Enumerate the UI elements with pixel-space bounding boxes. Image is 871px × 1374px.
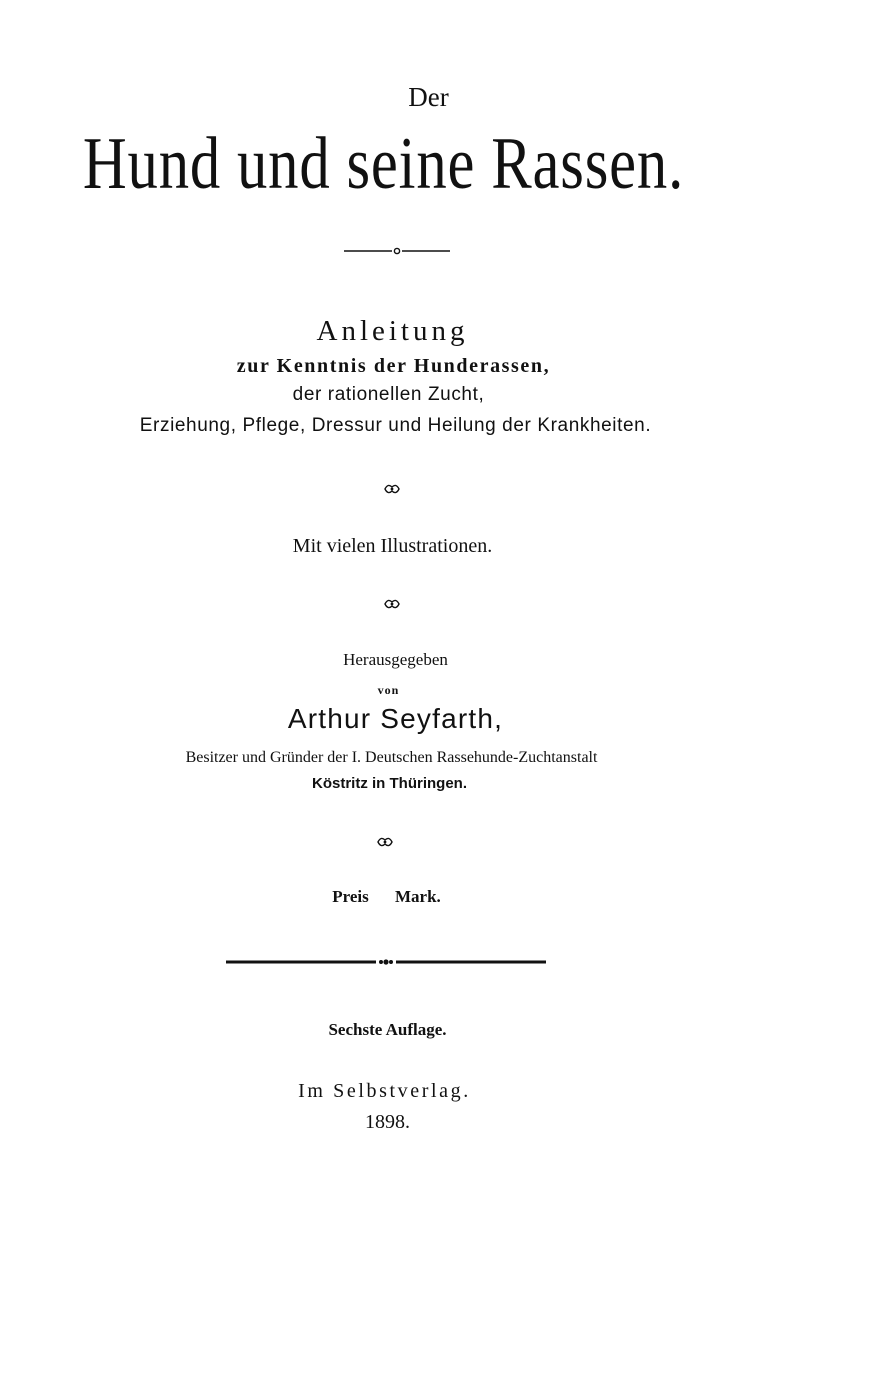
editor-name: Arthur Seyfarth, bbox=[287, 703, 504, 734]
book-title: Hund und seine Rassen. bbox=[82, 123, 685, 205]
editor-title: Besitzer und Gründer der I. Deutschen Rassehunde-Zuchtanstalt bbox=[185, 749, 598, 766]
subtitle-line-2: der rationellen Zucht, bbox=[292, 384, 485, 405]
subtitle-line-1: zur Kenntnis der Hunderassen, bbox=[236, 355, 551, 377]
subtitle-heading: Anleitung bbox=[316, 315, 469, 347]
illustrations-note: Mit vielen Illustrationen. bbox=[292, 535, 493, 557]
subtitle-line-3: Erziehung, Pflege, Dressur und Heilung der Krankheiten. bbox=[139, 415, 652, 436]
fleuron-ornament bbox=[383, 482, 401, 496]
publication-year: 1898. bbox=[365, 1111, 410, 1133]
fleuron-ornament bbox=[383, 597, 401, 611]
price-line: Preis Mark. bbox=[332, 887, 441, 906]
editor-intro: Herausgegeben bbox=[343, 650, 448, 669]
title-article: Der bbox=[408, 82, 449, 112]
editor-location: Köstritz in Thüringen. bbox=[312, 775, 467, 792]
publisher: Im Selbstverlag. bbox=[298, 1080, 471, 1102]
fleuron-ornament bbox=[376, 835, 394, 849]
edition: Sechste Auflage. bbox=[328, 1020, 447, 1039]
small-rule-ornament bbox=[344, 247, 450, 255]
thick-rule-ornament bbox=[226, 957, 546, 967]
editor-by: von bbox=[377, 683, 400, 697]
